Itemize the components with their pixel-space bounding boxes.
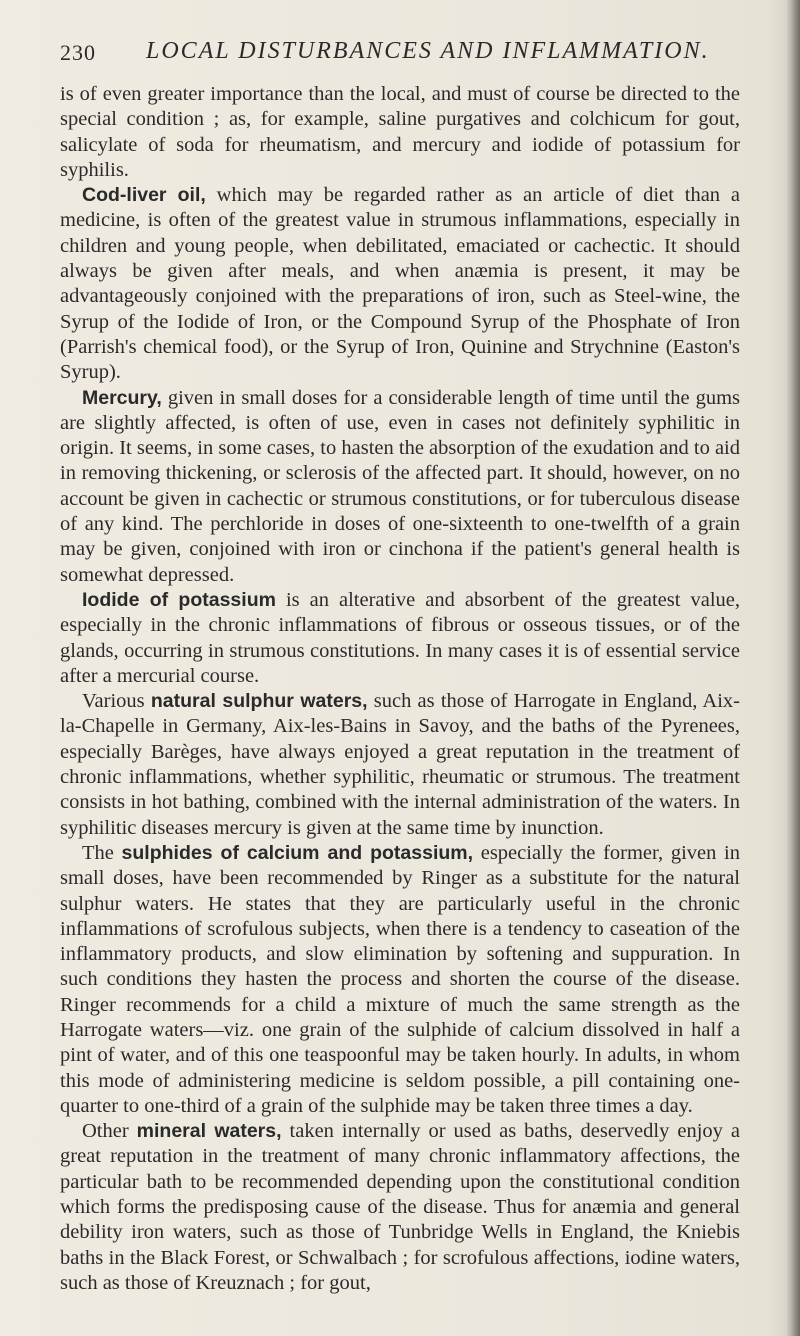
paragraph-cod-liver-oil bbox=[60, 183, 740, 385]
paragraph-text: is of even greater importance than the local, and must of course be directed to the special condition ; as, for example, saline purgatives and colchicum for gout, salicylate of soda for rheumatism, and mercury and iodide of potassium for syphilis. bbox=[60, 83, 740, 181]
paragraph-iodide-of-potassium bbox=[60, 588, 740, 689]
running-head: LOCAL DISTURBANCES AND INFLAMMATION. bbox=[146, 38, 710, 64]
body-text bbox=[60, 82, 740, 1296]
paragraph-lead: natural sulphur waters, bbox=[150, 690, 368, 713]
paragraph-lead: Cod-liver oil, bbox=[82, 184, 206, 207]
paragraph-lead-prefix: Various bbox=[82, 690, 151, 713]
paragraph-lead-prefix: The bbox=[82, 841, 122, 864]
paragraph-text: given in small doses for a considerable length of time until the gums are slightly affected, is often of use, even in cases not definitely syphilitic in origin. It seems, in some cases, to hasten the absorption of the exudation and to aid in removing thickening, or sclerosis of the affected part. It should, however, on no account be given in cachectic or strumous constitutions, or for tuberculous disease of any kind. The perchloride in doses of one-sixteenth to one-twelfth of a grain may be given, conjoined with iron or cinchona if the patient's general health is somewhat depressed. bbox=[60, 386, 740, 586]
paragraph-sulphur-waters bbox=[60, 689, 740, 841]
paragraph-lead: sulphides of calcium and potassium, bbox=[121, 841, 474, 864]
paragraph-lead: mineral waters, bbox=[136, 1120, 282, 1143]
paragraph-text: is an alterative and absorbent of the greatest value, especially in the chronic inflammations of fibrous or osseous tissues, or of the glands, occurring in strumous constitutions. In many cases it is of essential service after a mercurial course. bbox=[60, 588, 740, 687]
page-header bbox=[60, 36, 740, 66]
paragraph-lead: Mercury, bbox=[82, 386, 162, 409]
paragraph-mineral-waters bbox=[60, 1119, 740, 1296]
paragraph-lead: Iodide of potassium bbox=[82, 588, 276, 611]
paragraph-text: which may be regarded rather as an article of diet than a medicine, is often of the greatest value in strumous inflammations, especially in children and young people, when debilitated, emaciated or cachectic. It should always be given after meals, and when anæmia is present, it may be advantageously conjoined with the preparations of iron, such as Steel-wine, the Syrup of the Iodide of Iron, or the Compound Syrup of the Phosphate of Iron (Parrish's chemical food), or the Syrup of Iron, Quinine and Strychnine (Easton's Syrup). bbox=[60, 184, 740, 384]
paragraph-text: such as those of Harrogate in England, Aix-la-Chapelle in Germany, Aix-les-Bains in Savoy, and the baths of the Pyrenees, especially Barèges, have always enjoyed a great reputation in the treatment of chronic inflammations, whether syphilitic, rheumatic or strumous. The treatment consists in hot bathing, combined with the internal administration of the waters. In syphilitic diseases mercury is given at the same time by inunction. bbox=[60, 690, 740, 839]
paragraph-text: especially the former, given in small doses, have been recommended by Ringer as a substitute for the natural sulphur waters. He states that they are particularly useful in the chronic inflammations of scrofulous subjects, when there is a tendency to caseation of the inflammatory products, and slow elimination by softening and suppuration. In such conditions they hasten the process and shorten the course of the disease. Ringer recommends for a child a mixture of much the same strength as the Harrogate waters—viz. one grain of the sulphide of calcium dissolved in half a pint of water, and of this one teaspoonful may be taken hourly. In adults, in whom this mode of administering medicine is seldom possible, a pill containing one-quarter to one-third of a grain of the sulphide may be taken three times a day. bbox=[60, 841, 740, 1117]
paragraph-sulphides bbox=[60, 841, 740, 1119]
paragraph-text: taken internally or used as baths, deservedly enjoy a great reputation in the treatment of many chronic inflammatory affections, the particular bath to be recommended depending upon the constitutional condition which forms the predisposing cause of the disease. Thus for anæmia and general debility iron waters, such as those of Tunbridge Wells in England, the Kniebis baths in the Black Forest, or Schwalbach ; for scrofulous affections, iodine waters, such as those of Kreuznach ; for gout, bbox=[60, 1120, 740, 1294]
page-edge-shadow bbox=[786, 0, 800, 1336]
page-number: 230 bbox=[60, 40, 96, 65]
paragraph-continuation bbox=[60, 82, 740, 183]
paragraph-mercury bbox=[60, 386, 740, 588]
paragraph-lead-prefix: Other bbox=[82, 1120, 137, 1143]
